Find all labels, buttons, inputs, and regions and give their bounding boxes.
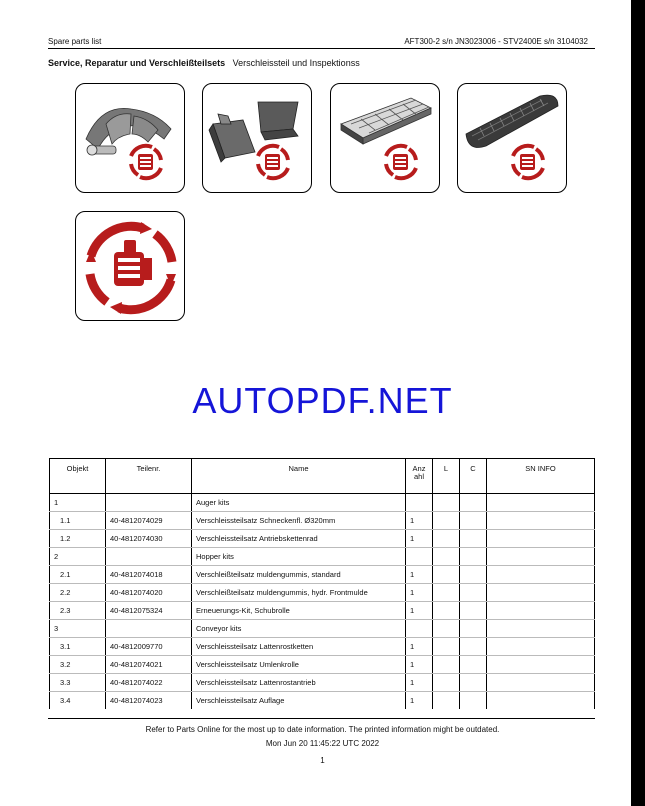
thumbnail-auger[interactable] bbox=[75, 83, 185, 193]
cell-sn-info bbox=[487, 494, 595, 512]
cell-l bbox=[433, 548, 460, 566]
col-header-objekt: Objekt bbox=[50, 459, 106, 494]
cell-c bbox=[460, 494, 487, 512]
cell-name: Conveyor kits bbox=[192, 620, 406, 638]
cell-objekt: 3.1 bbox=[50, 638, 106, 656]
cell-quantity: 1 bbox=[406, 656, 433, 674]
cell-sn-info bbox=[487, 566, 595, 584]
section-title-main: Service, Reparatur und Verschleißteilsets bbox=[48, 58, 226, 68]
cell-part-number: 40-4812074021 bbox=[106, 656, 192, 674]
page-number: 1 bbox=[320, 756, 325, 765]
parts-table-body bbox=[50, 494, 595, 710]
table-row bbox=[50, 620, 595, 638]
table-row bbox=[50, 512, 595, 530]
cell-quantity: 1 bbox=[406, 530, 433, 548]
cell-part-number: 40-4812074029 bbox=[106, 512, 192, 530]
cell-quantity bbox=[406, 548, 433, 566]
cell-c bbox=[460, 620, 487, 638]
cell-part-number bbox=[106, 620, 192, 638]
cell-l bbox=[433, 656, 460, 674]
cell-name: Verschleißteilsatz muldengummis, hydr. Frontmulde bbox=[192, 584, 406, 602]
cell-l bbox=[433, 638, 460, 656]
cell-objekt: 3.4 bbox=[50, 692, 106, 710]
cell-c bbox=[460, 566, 487, 584]
cell-c bbox=[460, 530, 487, 548]
cell-l bbox=[433, 530, 460, 548]
cell-objekt: 2 bbox=[50, 548, 106, 566]
cell-quantity: 1 bbox=[406, 674, 433, 692]
cell-sn-info bbox=[487, 692, 595, 710]
header-doc-type: Spare parts list bbox=[48, 37, 102, 46]
thumbnail-conveyor[interactable] bbox=[330, 83, 440, 193]
cell-objekt: 3.2 bbox=[50, 656, 106, 674]
table-row bbox=[50, 494, 595, 512]
footer-timestamp: Mon Jun 20 11:45:22 UTC 2022 bbox=[265, 739, 380, 748]
header-machine-id: AFT300-2 s/n JN3023006 - STV2400E s/n 3104032 bbox=[404, 37, 588, 46]
cell-objekt: 2.3 bbox=[50, 602, 106, 620]
table-row bbox=[50, 692, 595, 710]
cell-c bbox=[460, 656, 487, 674]
watermark-text: AUTOPDF.NET bbox=[192, 380, 453, 421]
cell-part-number: 40-4812074030 bbox=[106, 530, 192, 548]
table-header-row bbox=[50, 459, 595, 494]
track-service-icon bbox=[458, 84, 567, 193]
cell-name: Verschleissteilsatz Lattenrostketten bbox=[192, 638, 406, 656]
cell-quantity bbox=[406, 620, 433, 638]
cell-sn-info bbox=[487, 512, 595, 530]
thumbnail-service-kit[interactable] bbox=[75, 211, 185, 321]
cell-quantity: 1 bbox=[406, 584, 433, 602]
col-header-anzahl: Anz ahl bbox=[406, 459, 433, 494]
cell-part-number bbox=[106, 494, 192, 512]
parts-table bbox=[49, 458, 595, 709]
table-row bbox=[50, 638, 595, 656]
cell-name: Verschleissteilsatz Schneckenfl. Ø320mm bbox=[192, 512, 406, 530]
col-header-name: Name bbox=[192, 459, 406, 494]
cell-quantity: 1 bbox=[406, 512, 433, 530]
table-row bbox=[50, 656, 595, 674]
cell-sn-info bbox=[487, 620, 595, 638]
cell-name: Verschleissteilsatz Auflage bbox=[192, 692, 406, 710]
conveyor-service-icon bbox=[331, 84, 440, 193]
cell-l bbox=[433, 692, 460, 710]
service-kit-icon bbox=[76, 212, 185, 321]
cell-name: Verschleißteilsatz muldengummis, standard bbox=[192, 566, 406, 584]
hopper-service-icon bbox=[203, 84, 312, 193]
cell-sn-info bbox=[487, 584, 595, 602]
cell-objekt: 2.2 bbox=[50, 584, 106, 602]
auger-service-icon bbox=[76, 84, 185, 193]
section-title bbox=[48, 58, 360, 68]
cell-c bbox=[460, 692, 487, 710]
cell-name: Verschleissteilsatz Umlenkrolle bbox=[192, 656, 406, 674]
section-title-sub: Verschleissteil und Inspektionss bbox=[232, 58, 360, 68]
header-rule bbox=[48, 48, 595, 49]
cell-name: Erneuerungs-Kit, Schubrolle bbox=[192, 602, 406, 620]
cell-sn-info bbox=[487, 602, 595, 620]
cell-name: Verschleissteilsatz Lattenrostantrieb bbox=[192, 674, 406, 692]
cell-part-number bbox=[106, 548, 192, 566]
cell-c bbox=[460, 512, 487, 530]
cell-objekt: 3 bbox=[50, 620, 106, 638]
cell-part-number: 40-4812009770 bbox=[106, 638, 192, 656]
cell-c bbox=[460, 638, 487, 656]
cell-name: Auger kits bbox=[192, 494, 406, 512]
footer-rule bbox=[48, 718, 595, 719]
cell-name: Verschleissteilsatz Antriebskettenrad bbox=[192, 530, 406, 548]
table-row bbox=[50, 530, 595, 548]
cell-objekt: 1.2 bbox=[50, 530, 106, 548]
cell-sn-info bbox=[487, 638, 595, 656]
cell-objekt: 3.3 bbox=[50, 674, 106, 692]
footer-note: Refer to Parts Online for the most up to date information. The printed information might be outdated. bbox=[145, 725, 500, 734]
cell-part-number: 40-4812074020 bbox=[106, 584, 192, 602]
cell-name: Hopper kits bbox=[192, 548, 406, 566]
cell-c bbox=[460, 674, 487, 692]
table-row bbox=[50, 548, 595, 566]
cell-c bbox=[460, 602, 487, 620]
cell-objekt: 1 bbox=[50, 494, 106, 512]
col-header-l: L bbox=[433, 459, 460, 494]
cell-quantity: 1 bbox=[406, 692, 433, 710]
cell-l bbox=[433, 602, 460, 620]
cell-sn-info bbox=[487, 548, 595, 566]
table-row bbox=[50, 584, 595, 602]
table-row bbox=[50, 674, 595, 692]
cell-l bbox=[433, 566, 460, 584]
cell-l bbox=[433, 494, 460, 512]
cell-l bbox=[433, 620, 460, 638]
thumbnail-grid bbox=[75, 83, 575, 323]
thumbnail-track[interactable] bbox=[457, 83, 567, 193]
cell-quantity bbox=[406, 494, 433, 512]
cell-l bbox=[433, 512, 460, 530]
cell-quantity: 1 bbox=[406, 566, 433, 584]
table-row bbox=[50, 566, 595, 584]
cell-sn-info bbox=[487, 530, 595, 548]
cell-quantity: 1 bbox=[406, 602, 433, 620]
cell-l bbox=[433, 674, 460, 692]
col-header-c: C bbox=[460, 459, 487, 494]
cell-part-number: 40-4812074022 bbox=[106, 674, 192, 692]
cell-c bbox=[460, 584, 487, 602]
cell-sn-info bbox=[487, 656, 595, 674]
thumbnail-hopper[interactable] bbox=[202, 83, 312, 193]
cell-part-number: 40-4812075324 bbox=[106, 602, 192, 620]
cell-quantity: 1 bbox=[406, 638, 433, 656]
table-row bbox=[50, 602, 595, 620]
cell-objekt: 1.1 bbox=[50, 512, 106, 530]
cell-objekt: 2.1 bbox=[50, 566, 106, 584]
cell-part-number: 40-4812074018 bbox=[106, 566, 192, 584]
col-header-teilenr: Teilenr. bbox=[106, 459, 192, 494]
cell-sn-info bbox=[487, 674, 595, 692]
cell-part-number: 40-4812074023 bbox=[106, 692, 192, 710]
cell-l bbox=[433, 584, 460, 602]
col-header-sn-info: SN INFO bbox=[487, 459, 595, 494]
cell-c bbox=[460, 548, 487, 566]
